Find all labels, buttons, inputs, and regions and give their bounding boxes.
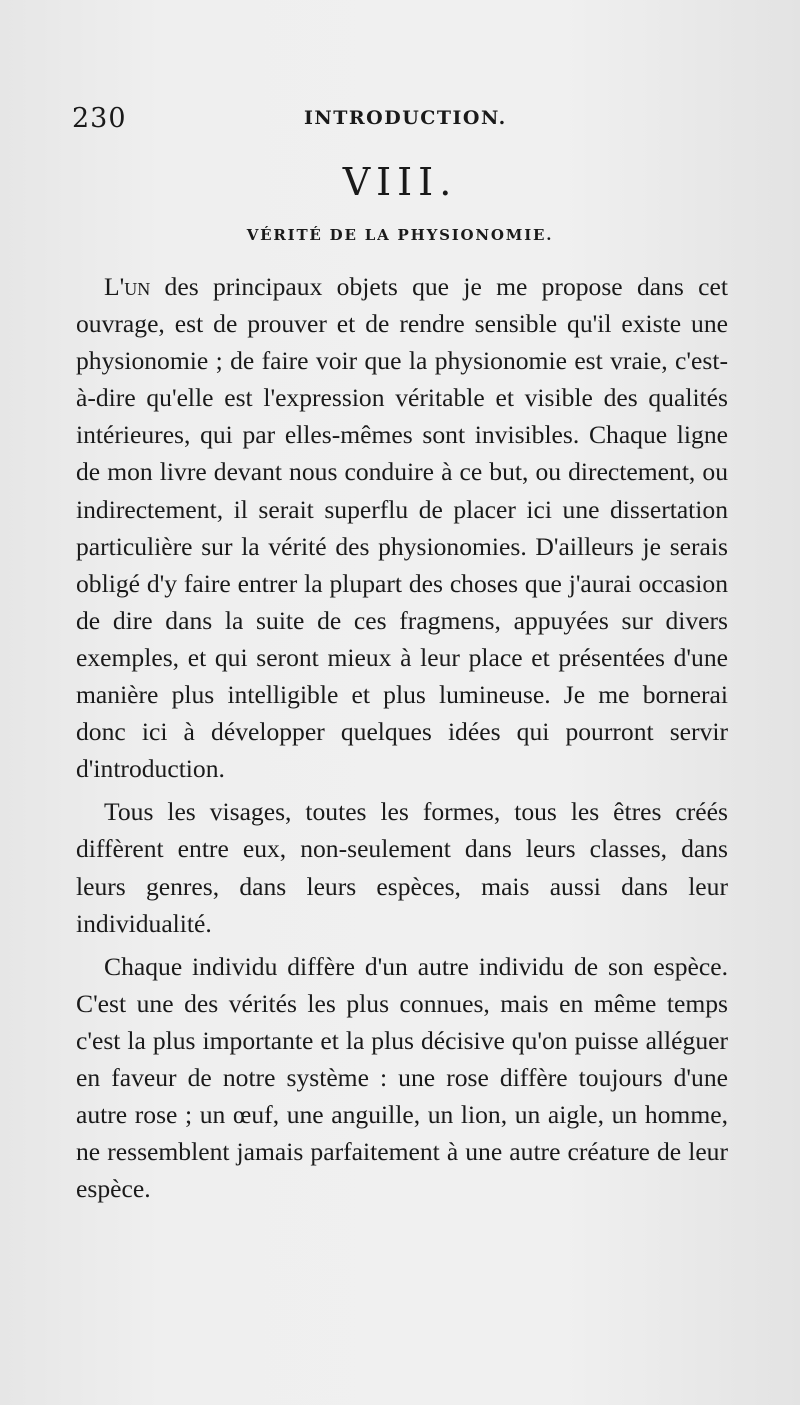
lead-initial: L' <box>104 272 125 301</box>
lead-smallcaps: un <box>124 272 151 301</box>
paragraph-1-text: des principaux objets que je me propose dans cet ouvrage, est de prouver et de rendre sensible qu'il existe une physionomie ; de faire voir que la physionomie est vraie, c'est-à-dire qu'elle est l'expression véritable et visible des qualités intérieures, qui par elles-mêmes sont invisibles. Chaque ligne de mon livre devant nous conduire à ce but, ou directement, ou indirectement, il serait superflu de placer ici une dissertation particulière sur la vérité des physionomies. D'ailleurs je serais obligé d'y faire entrer la plupart des choses que j'aurai occasion de dire dans la suite de ces fragmens, appuyées sur divers exemples, et qui seront mieux à leur place et présentées d'une manière plus intelligible et plus lumineuse. Je me bornerai donc ici à développer quelques idées qui pourront servir d'introduction. <box>76 272 728 784</box>
paragraph-1 <box>76 268 728 787</box>
paragraph-2: Tous les visages, toutes les formes, tous les êtres créés diffèrent entre eux, non-seulement dans leurs classes, dans leurs genres, dans leurs espèces, mais aussi dans leur individualité. <box>76 797 728 938</box>
body-text <box>76 268 728 1213</box>
section-number: VIII. <box>342 160 458 204</box>
paragraph-3: Chaque individu diffère d'un autre individu de son espèce. C'est une des vérités les plus connues, mais en même temps c'est la plus importante et la plus décisive qu'on puisse alléguer en faveur de notre système : une rose diffère toujours d'une autre rose ; un œuf, une anguille, un lion, un aigle, un homme, ne ressemblent jamais parfaitement à une autre créature de leur espèce. <box>76 951 728 1204</box>
running-head: INTRODUCTION. <box>304 107 507 129</box>
page-header <box>72 103 742 139</box>
page-number: 230 <box>72 103 127 134</box>
section-title: VÉRITÉ DE LA PHYSIONOMIE. <box>246 226 554 244</box>
